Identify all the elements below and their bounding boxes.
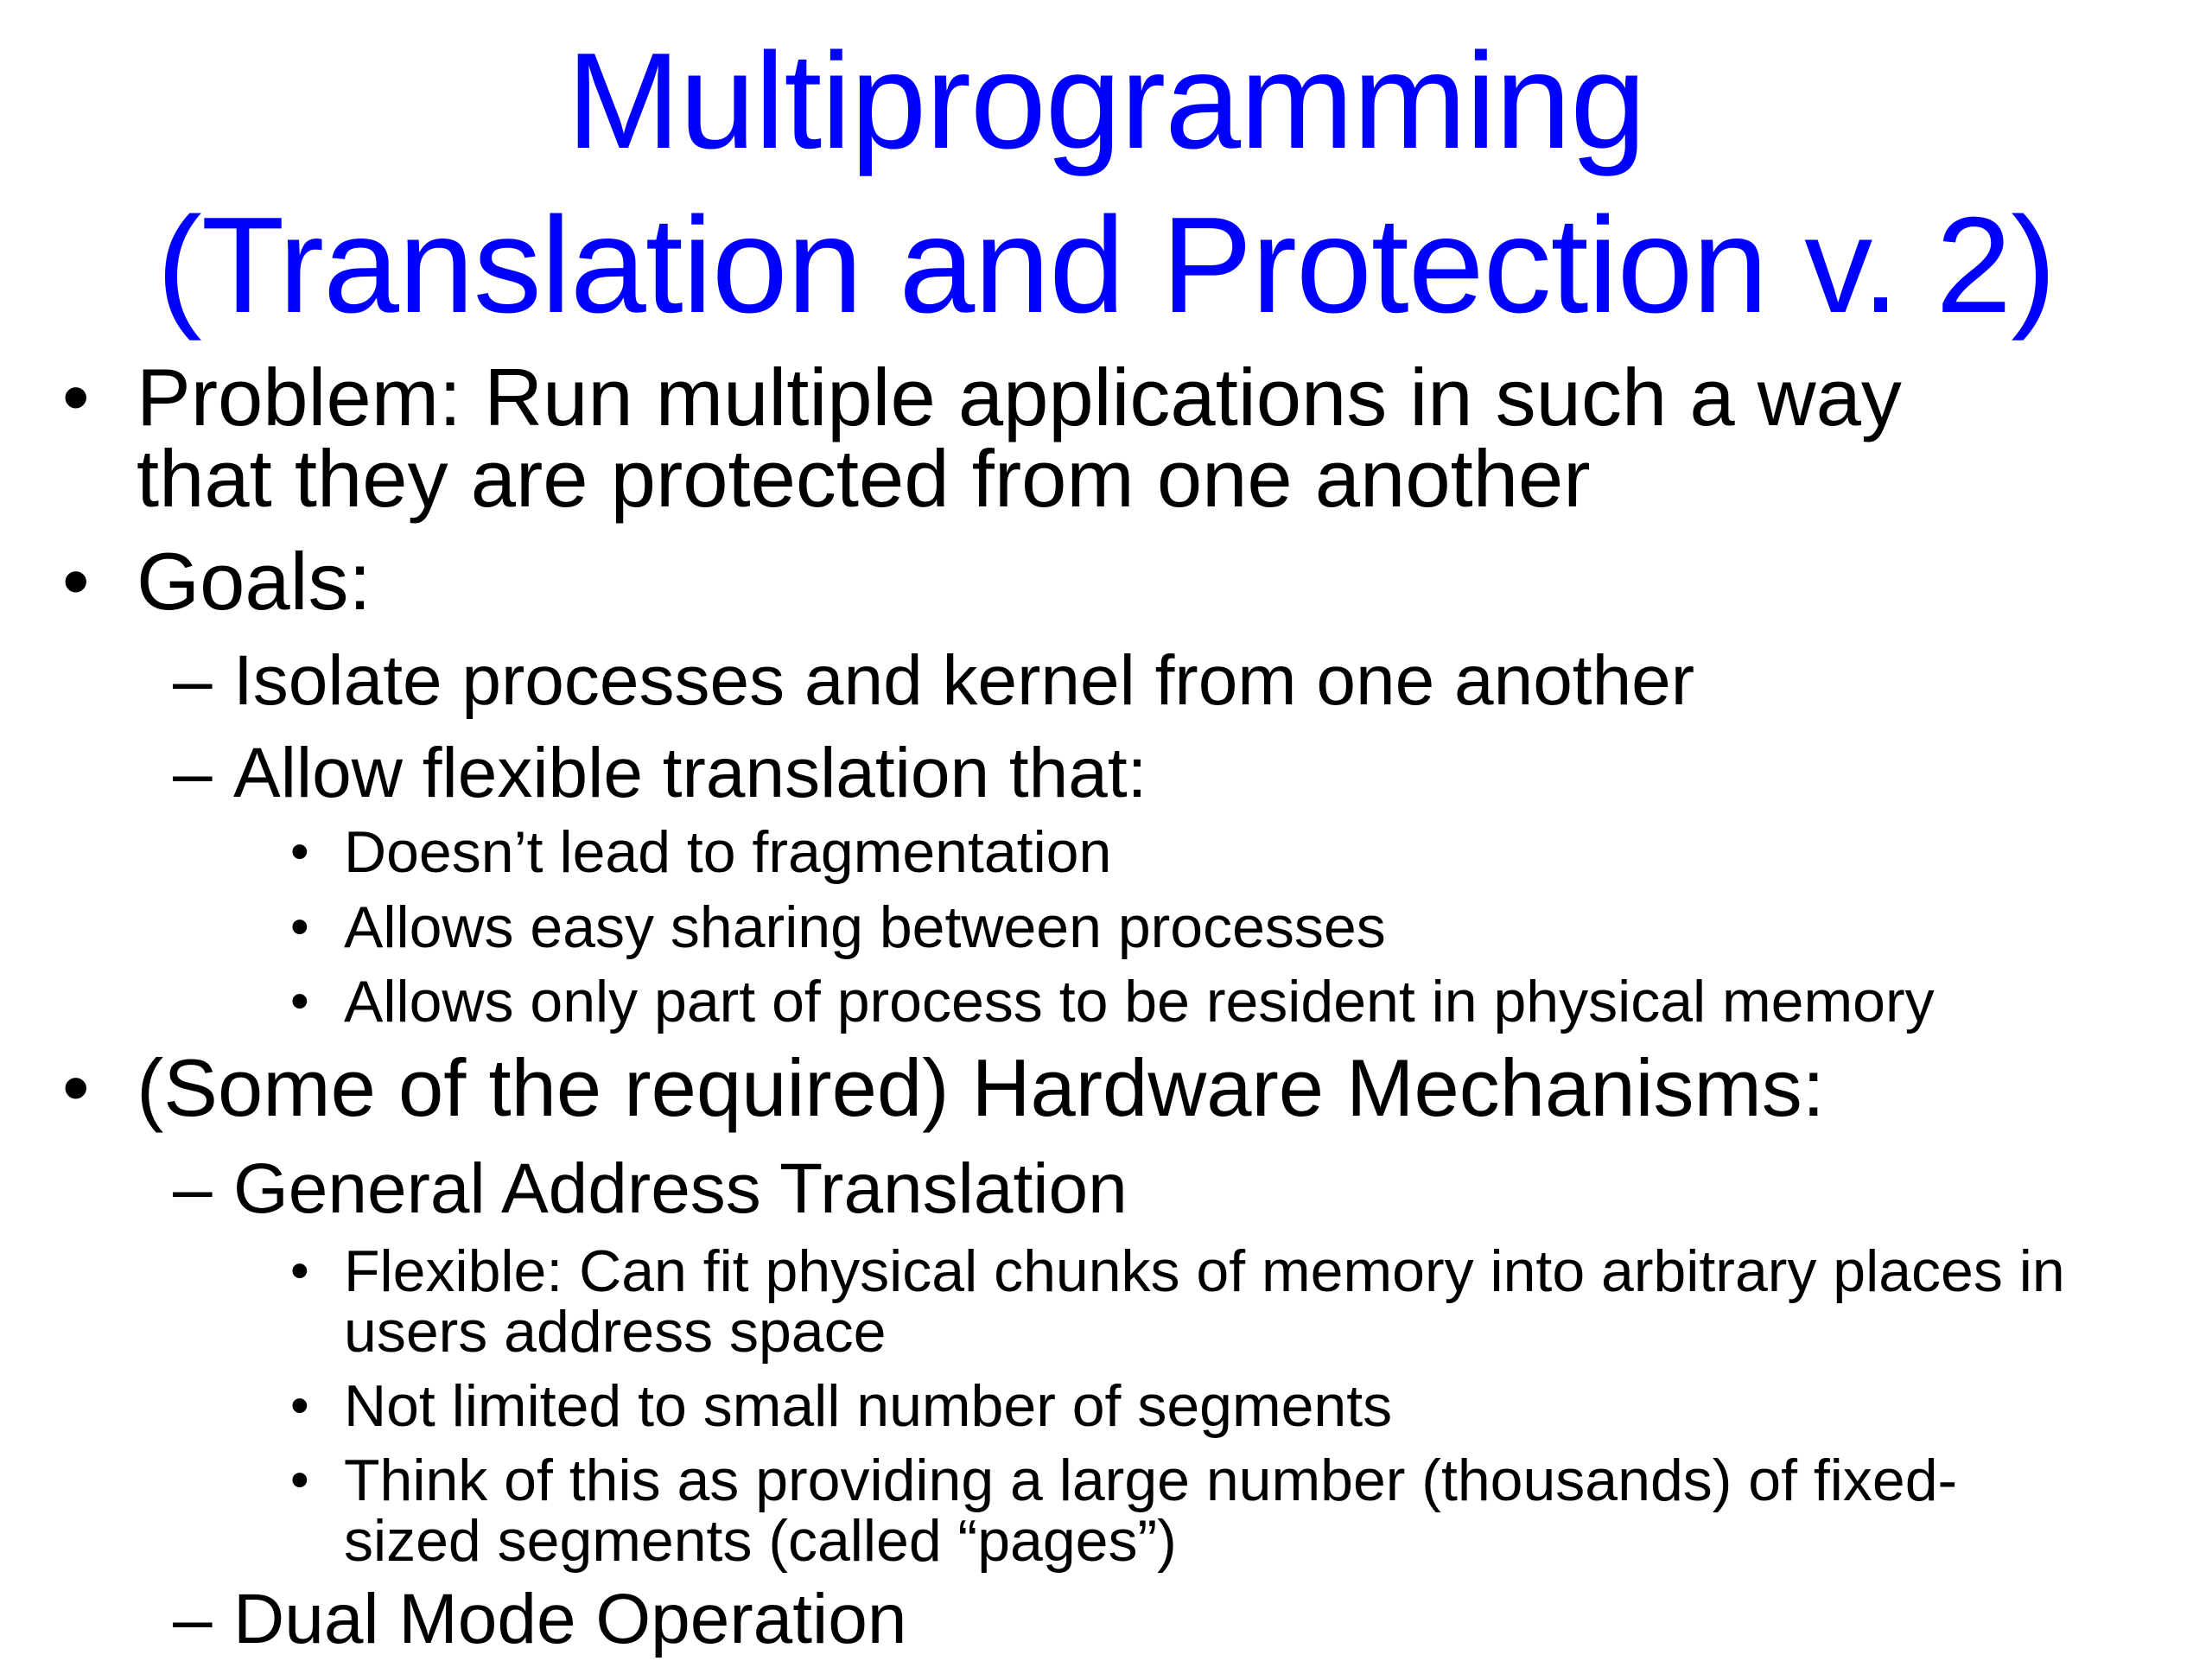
sub-sub-item-text: Allows only part of process to be resident in physical memory [344,969,1935,1034]
dash-icon: – [173,1580,213,1658]
bullet-dot-icon: • [62,1045,90,1131]
bullet-dot-icon: • [290,971,309,1031]
bullet-text: (Some of the required) Hardware Mechanisms: [137,1042,1825,1133]
sub-sub-item-text: Allows easy sharing between processes [344,894,1386,960]
dash-icon: – [173,641,213,720]
bullet-dot-icon: • [290,1376,309,1435]
slide-title-line-1: Multiprogramming [566,25,1646,177]
sub-item-text: General Address Translation [233,1149,1128,1228]
bullet-dot-icon: • [62,354,90,441]
sub-sub-item-text: Flexible: Can fit physical chunks of memory into arbitrary places in [344,1238,2065,1304]
bullet-dot-icon: • [62,538,90,625]
sub-item-text: Dual Mode Operation [233,1580,907,1658]
bullet-text: Problem: Run multiple applications in such a way [137,352,1902,442]
bullet-dot-icon: • [290,822,309,881]
sub-sub-item-text: Doesn’t lead to fragmentation [344,819,1112,885]
sub-sub-item-text: Think of this as providing a large number (thousands) of fixed- [344,1448,1958,1513]
sub-sub-item-text: sized segments (called “pages”) [344,1508,1177,1574]
slide-title-line-2: (Translation and Protection v. 2) [156,189,2056,341]
sub-sub-item-text: Not limited to small number of segments [344,1373,1393,1439]
bullet-text: that they are protected from one another [137,433,1591,524]
dash-icon: – [173,1149,213,1228]
bullet-dot-icon: • [290,897,309,957]
sub-item-text: Allow flexible translation that: [233,734,1147,812]
bullet-dot-icon: • [290,1241,309,1301]
bullet-text: Goals: [137,536,372,627]
dash-icon: – [173,734,213,812]
bullet-dot-icon: • [290,1450,309,1510]
sub-sub-item-text: users address space [344,1299,887,1365]
sub-item-text: Isolate processes and kernel from one another [233,641,1695,720]
